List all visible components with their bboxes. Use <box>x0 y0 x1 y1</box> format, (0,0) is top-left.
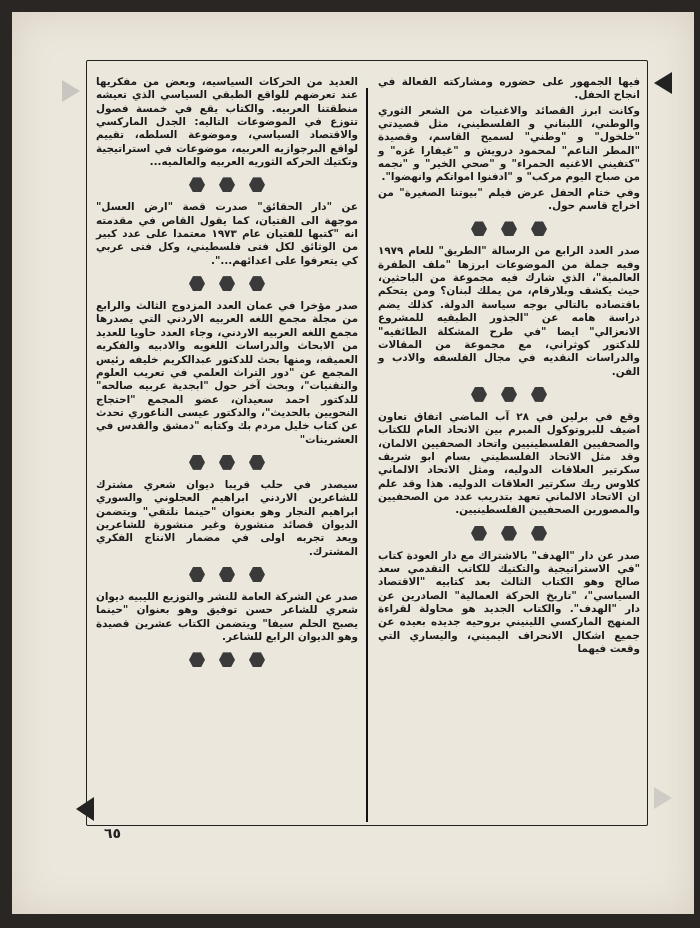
news-item: العديد من الحركات السياسيه، وبعض من مفكريها عند تعرضهم للواقع الطبقي السياسي الذي تعيشه منطقتنا العربيه. والكتاب يقع في خمسة فصول تتوزع في الموضوعات التاليه: الجدل الماركسي والاقتصاد السياسي، وموضوعة السلطه، تقييم لواقع البرجوازيه العربيه، موضوعات في استراتيجية وتكتيك الحركه الثوريه العربيه والعالميه... <box>96 76 358 169</box>
hexagon-separator <box>96 455 358 470</box>
news-item: صدر عن دار "الهدف" بالاشتراك مع دار العودة كتاب "في الاستراتيجية والتكتيك للكاتب التقدمي سعد صالح وهو الكتاب الثالث بعد كتابيه "الاقتصاد السياسي"، "تاريخ الحركة العمالية" الصادرين عن دار "الهدف". والكتاب الجديد هو محاولة لقراءة المنهج الماركسي اللينيني بروحيه جديده بعيده عن جميع اشكال الانحراف اليميني، واليساري التي وقعت فيهما <box>378 549 640 656</box>
hexagon-separator <box>96 652 358 667</box>
news-item: وفي ختام الحفل عرض فيلم "بيوتنا الصغيرة" من اخراج قاسم حول. <box>378 186 640 213</box>
hexagon-icon <box>531 387 547 402</box>
hexagon-icon <box>219 567 235 582</box>
hexagon-icon <box>501 526 517 541</box>
hexagon-icon <box>219 177 235 192</box>
hexagon-icon <box>219 652 235 667</box>
hexagon-icon <box>501 221 517 236</box>
hexagon-icon <box>189 276 205 291</box>
hexagon-icon <box>219 276 235 291</box>
hexagon-icon <box>501 387 517 402</box>
hexagon-icon <box>249 177 265 192</box>
hexagon-icon <box>471 387 487 402</box>
right-column <box>378 76 640 658</box>
hexagon-separator <box>96 177 358 192</box>
triangle-right-icon <box>62 80 80 102</box>
news-item: صدر العدد الرابع من الرسالة "الطريق" للعام ١٩٧٩ وفيه جملة من الموضوعات ابرزها "ملف الطفرة العالمية"، الذي شارك فيه مجموعة من الباحثين، حيث يكشف وبلارقام، من يملك لبنان؟ ومن يتحكم باقتصاده بالتالي بوجه سياسة الدولة. كذلك يضم دراسة هامه عن "الجذور الطبقيه للمشروع الانعزالي" ايضا "في طرح المشكلة الطائفيه" للدكتور كوثراني، مع مجموعة من المقالات والدراسات النقديه في مجال الفلسفه والادب و الفن. <box>378 245 640 378</box>
news-item: سيصدر في حلب قريبا ديوان شعري مشترك للشاعرين الاردني ابراهيم العجلوني والسوري ابراهيم النجار وهو بعنوان "حينما نلتقي" ويتضمن الديوان قصائد منشورة وغير منشورة للشاعرين ويعد تجربه اولى في مضمار الانتاج الفكري المشترك. <box>96 478 358 558</box>
hexagon-icon <box>249 567 265 582</box>
hexagon-separator <box>378 221 640 236</box>
hexagon-icon <box>249 652 265 667</box>
hexagon-icon <box>189 567 205 582</box>
triangle-right-icon <box>654 787 672 809</box>
triangle-left-icon <box>654 72 672 94</box>
hexagon-icon <box>249 455 265 470</box>
news-item: صدر عن الشركة العامة للنشر والتوزيع الليبيه ديوان شعري للشاعر حسن توفيق وهو بعنوان "حينما يصبح الحلم سيفا" ويتضمن الكتاب عشرين قصيدة وهو الديوان الرابع للشاعر. <box>96 590 358 643</box>
hexagon-separator <box>378 387 640 402</box>
hexagon-separator <box>96 276 358 291</box>
hexagon-icon <box>471 221 487 236</box>
hexagon-icon <box>219 455 235 470</box>
news-item: صدر مؤخرا في عمان العدد المزدوج الثالث والرابع من مجلة مجمع اللغه العربيه الاردني التي يصدرها مجمع اللغه العربيه الاردني، وجاء العدد حاويا للعديد من الابحاث والدراسات اللغويه والادبيه والفكريه العميقه، ومنها بحث للدكتور عبدالكريم خليفه رئيس المجمع عن "دور التراث العلمي في تعريب العلوم والتقنيات"، وبحث آخر حول "ابجدية عربيه صالحه" للدكتور احمد سعيدان، عضو المجمع "احتجاج النحويين بالحديث"، والدكتور عيسى الناعوري تحدث عن كتاب خليل مردم بك وكتابه "دمشق والقدس في العشرينات" <box>96 300 358 446</box>
triangle-left-icon <box>76 797 94 821</box>
hexagon-icon <box>471 526 487 541</box>
hexagon-separator <box>96 567 358 582</box>
hexagon-separator <box>378 526 640 541</box>
news-item: فيها الجمهور على حضوره ومشاركته الفعالة في انجاح الحفل. <box>378 76 640 102</box>
left-column <box>96 76 358 676</box>
news-item: عن "دار الحقائق" صدرت قصة "ارض العسل" موجهة الى الفتيان، كما يقول القاص في مقدمته انه "كتبها للفتيان عام ١٩٧٣ معتمدا على عدد كبير من الوثائق لكل فتى فلسطيني، وكل فتى عربي كي يتعرفوا على اعدائهم...". <box>96 201 358 267</box>
hexagon-icon <box>531 526 547 541</box>
hexagon-icon <box>189 455 205 470</box>
news-item: وكانت ابرز القصائد والاغنيات من الشعر الثوري والوطني، اللبناني و الفلسطيني، مثل قصيدتي "خلخول" و "وطني" لسميح القاسم، وقصيدة "المطر الناعم" لمحمود درويش و "غيفارا غزه" و "كتفيني الاغنيه الحمراء" و "صحي الخير" و "نجمه من صباح اليوم مركب" و "ادفنوا امواتكم وانهضوا". <box>378 104 640 184</box>
hexagon-icon <box>531 221 547 236</box>
hexagon-icon <box>189 652 205 667</box>
column-divider <box>366 88 368 822</box>
hexagon-icon <box>189 177 205 192</box>
hexagon-icon <box>249 276 265 291</box>
news-item: وقع في برلين في ٢٨ آب الماضي اتفاق تعاون اضيف للبروتوكول المبرم بين الاتحاد العام للكتاب والصحفيين الفلسطينيين واتحاد الصحفيين الالمان، وقد مثل الاتحاد الفلسطيني بسام ابو شريف سكرتير العلاقات الدوليه، ومثل الاتحاد الالماني كلاوس ريك سكرتير العلاقات الدوليه. هذا وقد علم ان الاتحاد الالماني تعهد بتدريب عدد من الصحفيين والمصورين الصحفيين الفلسطينيين. <box>378 410 640 517</box>
page-number: ٦٥ <box>104 826 122 842</box>
